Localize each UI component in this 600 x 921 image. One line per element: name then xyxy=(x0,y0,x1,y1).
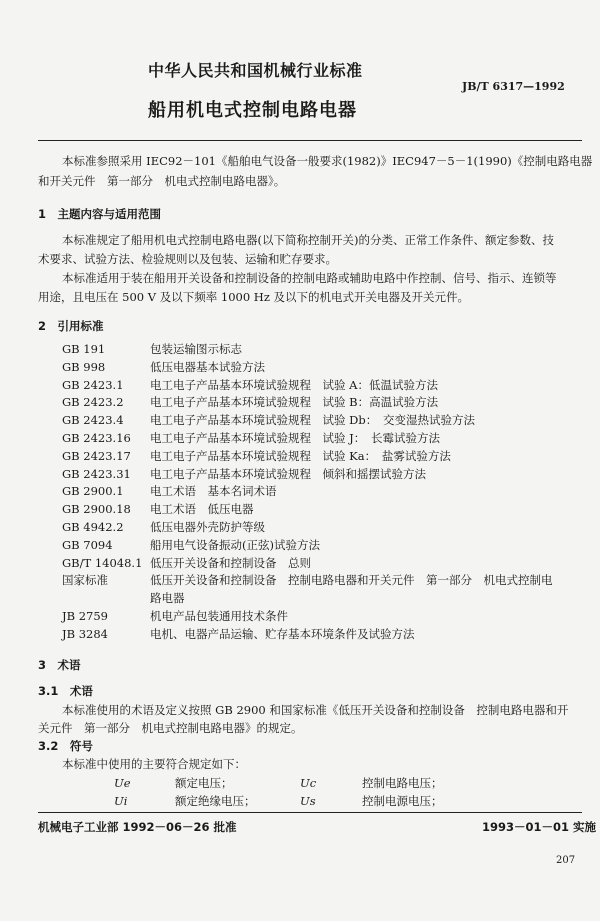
approval-statement: 机械电子工业部 1992－06－26 批准 xyxy=(38,820,237,834)
page-number: 207 xyxy=(556,855,576,866)
intro-line-2: 和开关元件 第一部分 机电式控制电路电器》。 xyxy=(38,174,286,188)
reference-title: 电工电子产品基本环境试验规程 试验 Db： 交变湿热试验方法 xyxy=(150,413,475,428)
reference-code: GB 2423.31 xyxy=(62,466,131,481)
symbol-ui: Ui xyxy=(114,794,128,808)
section-3-heading: 3 术语 xyxy=(38,658,81,672)
footer-rule xyxy=(38,812,582,813)
reference-title: 电机、电器产品运输、贮存基本环境条件及试验方法 xyxy=(150,626,415,641)
reference-title: 低压开关设备和控制设备 控制电路电器和开关元件 第一部分 机电式控制电 xyxy=(150,573,553,588)
symbol-ue-desc: 额定电压； xyxy=(175,776,233,790)
reference-title: 电工电子产品基本环境试验规程 倾斜和摇摆试验方法 xyxy=(150,466,426,481)
intro-line-1: 本标准参照采用 IEC92－101《船舶电气设备一般要求(1982)》IEC947－5－1(1990)《控制电路电器 xyxy=(62,154,593,168)
symbol-us: Us xyxy=(300,794,316,808)
section-3-1-heading: 3.1 术语 xyxy=(38,684,93,698)
reference-code: GB 2423.4 xyxy=(62,413,124,428)
reference-title: 低压开关设备和控制设备 总则 xyxy=(150,555,311,570)
reference-code: GB 2900.18 xyxy=(62,502,131,517)
reference-code: GB 2900.1 xyxy=(62,484,124,499)
reference-code: GB 191 xyxy=(62,342,106,356)
section-1-para-1-line-2: 术要求、试验方法、检验规则以及包装、运输和贮存要求。 xyxy=(38,252,337,266)
reference-code: GB 2423.2 xyxy=(62,395,124,410)
reference-title: 电工术语 基本名词术语 xyxy=(150,484,277,499)
symbol-uc-desc: 控制电路电压； xyxy=(362,776,443,790)
reference-code: GB 4942.2 xyxy=(62,520,124,534)
reference-code: GB 2423.16 xyxy=(62,431,131,445)
symbol-ue: Ue xyxy=(114,776,131,790)
reference-title: 船用电气设备振动(正弦)试验方法 xyxy=(150,537,320,552)
reference-code: GB/T 14048.1 xyxy=(62,555,143,570)
section-3-2-heading: 3.2 符号 xyxy=(38,739,93,753)
reference-code: GB 998 xyxy=(62,359,106,374)
reference-code: JB 3284 xyxy=(62,626,108,641)
section-3-1-line-2: 关元件 第一部分 机电式控制电路电器》的规定。 xyxy=(38,721,303,735)
reference-title: 电工电子产品基本环境试验规程 试验 Ka： 盐雾试验方法 xyxy=(150,448,451,463)
reference-code: GB 7094 xyxy=(62,537,113,552)
issuing-organization: 中华人民共和国机械行业标准 xyxy=(148,61,363,80)
reference-title: 电工电子产品基本环境试验规程 试验 B：高温试验方法 xyxy=(150,395,439,410)
implementation-date: 1993－01－01 实施 xyxy=(482,820,597,834)
reference-title: 低压电器外壳防护等级 xyxy=(150,520,265,534)
reference-title: 电工电子产品基本环境试验规程 试验 J： 长霉试验方法 xyxy=(150,431,441,445)
reference-title: 路电器 xyxy=(150,591,185,606)
document-title: 船用机电式控制电路电器 xyxy=(148,100,357,121)
section-1-para-1-line-1: 本标准规定了船用机电式控制电路电器(以下简称控制开关)的分类、正常工作条件、额定参数、技 xyxy=(62,233,554,247)
standard-number: JB/T 6317—1992 xyxy=(462,80,565,93)
section-3-1-line-1: 本标准使用的术语及定义按照 GB 2900 和国家标准《低压开关设备和控制设备 控制电路电器和开 xyxy=(62,703,569,717)
section-1-para-2-line-1: 本标准适用于装在船用开关设备和控制设备的控制电路或辅助电路中作控制、信号、指示、连锁等 xyxy=(62,271,557,285)
reference-title: 电工电子产品基本环境试验规程 试验 A：低温试验方法 xyxy=(150,377,438,392)
reference-code: GB 2423.17 xyxy=(62,448,131,463)
section-1-heading: 1 主题内容与适用范围 xyxy=(38,207,162,221)
symbol-uc: Uc xyxy=(300,776,317,790)
reference-title: 电工术语 低压电器 xyxy=(150,502,254,517)
reference-title: 机电产品包装通用技术条件 xyxy=(150,609,288,623)
reference-title: 包装运输图示标志 xyxy=(150,342,242,356)
symbol-us-desc: 控制电源电压； xyxy=(362,794,443,808)
reference-code: JB 2759 xyxy=(62,609,108,623)
symbol-ui-desc: 额定绝缘电压； xyxy=(175,794,256,808)
section-2-heading: 2 引用标准 xyxy=(38,319,104,333)
section-3-2-intro: 本标准中使用的主要符合规定如下： xyxy=(62,757,246,771)
section-1-para-2-line-2: 用途，且电压在 500 V 及以下频率 1000 Hz 及以下的机电式开关电器及开关元件。 xyxy=(38,290,470,304)
header-rule xyxy=(38,140,582,141)
reference-title: 低压电器基本试验方法 xyxy=(150,359,265,374)
reference-code: 国家标准 xyxy=(62,573,108,588)
reference-code: GB 2423.1 xyxy=(62,377,124,392)
